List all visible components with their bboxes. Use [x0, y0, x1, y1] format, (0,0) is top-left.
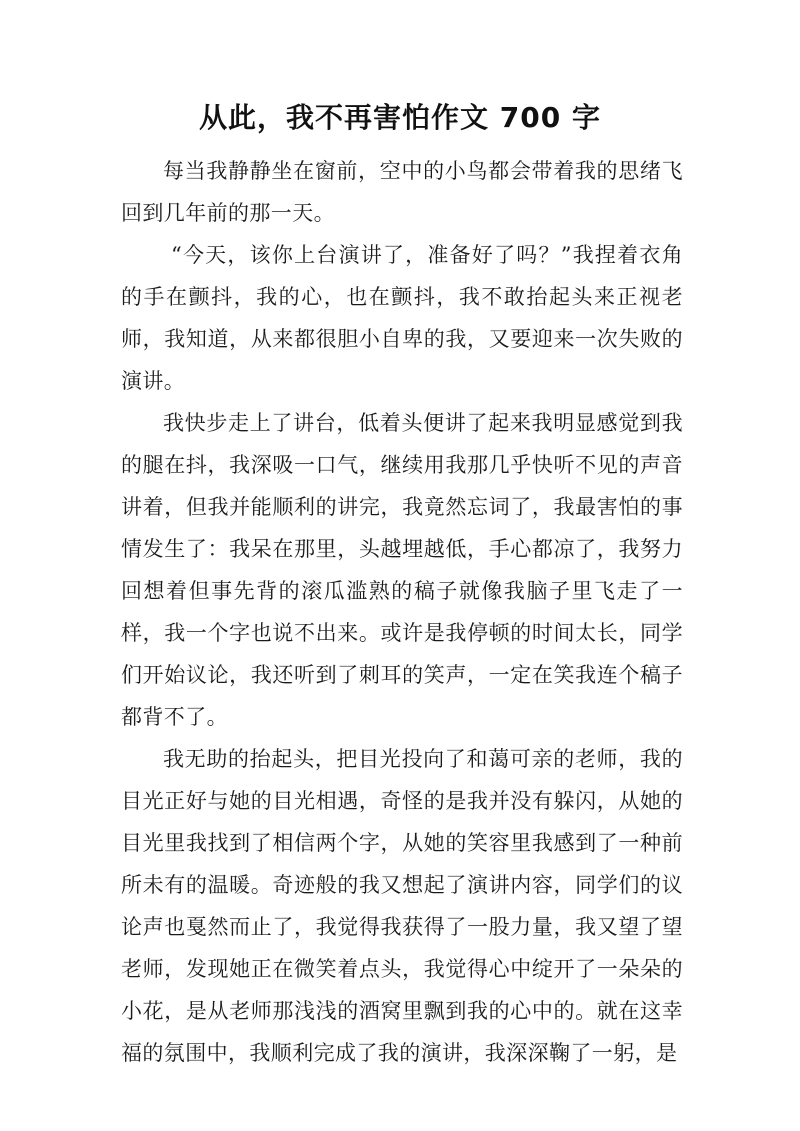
- essay-body: [121, 150, 683, 1074]
- paragraph-1: 每当我静静坐在窗前，空中的小鸟都会带着我的思绪飞回到几年前的那一天。: [121, 159, 683, 225]
- paragraph-2: “今天，该你上台演讲了，准备好了吗？”我捏着衣角的手在颤抖，我的心，也在颤抖，我不敢抬起头来正视老师，我知道，从来都很胆小自卑的我，又要迎来一次失败的演讲。: [121, 243, 683, 393]
- essay-title: 从此，我不再害怕作文 700 字: [199, 101, 601, 134]
- paragraph-4: 我无助的抬起头，把目光投向了和蔼可亲的老师，我的目光正好与她的目光相遇，奇怪的是我并没有躲闪，从她的目光里我找到了相信两个字，从她的笑容里我感到了一种前所未有的温暖。奇迹般的我又想起了演讲内容，同学们的议论声也戛然而止了，我觉得我获得了一股力量，我又望了望老师，发现她正在微笑着点头，我觉得心中绽开了一朵朵的小花，是从老师那浅浅的酒窝里飘到我的心中的。就在这幸福的氛围中，我顺利完成了我的演讲，我深深鞠了一躬，是: [121, 747, 683, 1065]
- paragraph-3: 我快步走上了讲台，低着头便讲了起来我明显感觉到我的腿在抖，我深吸一口气，继续用我那几乎快听不见的声音讲着，但我并能顺利的讲完，我竟然忘词了，我最害怕的事情发生了：我呆在那里，头越埋越低，手心都凉了，我努力回想着但事先背的滚瓜滥熟的稿子就像我脑子里飞走了一样，我一个字也说不出来。或许是我停顿的时间太长，同学们开始议论，我还听到了刺耳的笑声，一定在笑我连个稿子都背不了。: [121, 411, 683, 729]
